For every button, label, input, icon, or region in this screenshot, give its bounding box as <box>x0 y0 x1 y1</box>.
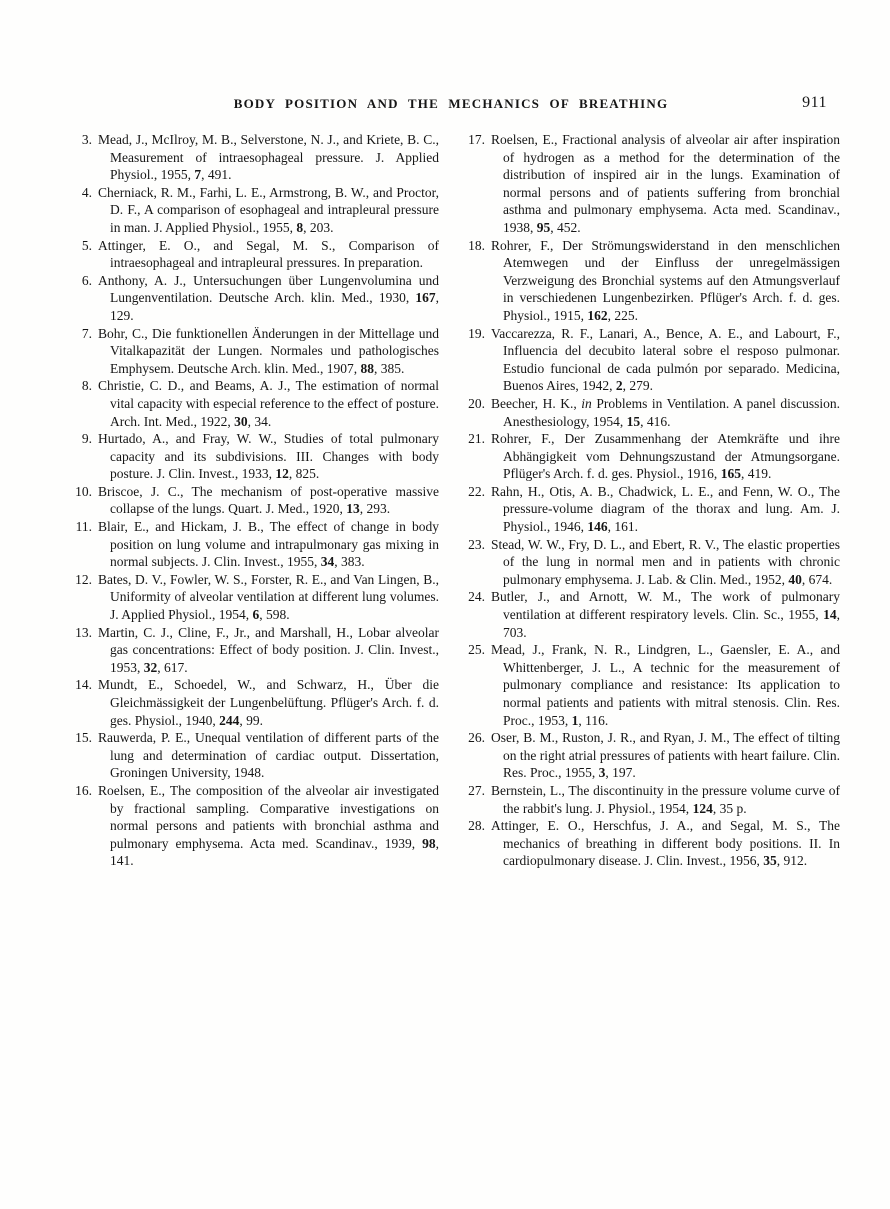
reference-item <box>62 518 439 571</box>
reference-item <box>455 588 840 641</box>
reference-number: 20. <box>468 395 485 411</box>
page-title: BODY POSITION AND THE MECHANICS OF BREATHING <box>233 96 669 111</box>
reference-text: Hurtado, A., and Fray, W. W., Studies of total pulmonary capacity and its subdivisions. III. Changes with body posture. J. Clin. Invest., 1933, 12, 825. <box>98 431 439 482</box>
reference-number: 3. <box>81 132 92 147</box>
reference-text: Mundt, E., Schoedel, W., and Schwarz, H., Über die Gleichmässigkeit der Lungenbelüftung. Pflüger's Arch. f. d. ges. Physiol., 1940, 244, 99. <box>98 677 439 728</box>
reference-text: Bates, D. V., Fowler, W. S., Forster, R. E., and Van Lingen, B., Uniformity of alveolar ventilation at different lung volumes. J. Applied Physiol., 1954, 6, 598. <box>98 571 439 623</box>
reference-text: Rahn, H., Otis, A. B., Chadwick, L. E., and Fenn, W. O., The pressure-volume diagram of the thorax and lung. Am. J. Physiol., 1946, 146, 161. <box>491 483 840 535</box>
reference-number: 21. <box>468 431 485 447</box>
reference-number: 12. <box>75 571 92 587</box>
reference-text: Bernstein, L., The discontinuity in the pressure volume curve of the rabbit's lung. J. Physiol., 1954, 124, 35 p. <box>491 782 840 816</box>
reference-text: Attinger, E. O., and Segal, M. S., Comparison of intraesophageal and intrapleural pressures. In preparation. <box>98 237 439 271</box>
references-section <box>62 131 840 870</box>
reference-number: 5. <box>81 237 92 253</box>
reference-item <box>62 325 439 378</box>
reference-item <box>62 377 439 430</box>
reference-text: Mead, J., Frank, N. R., Lindgren, L., Gaensler, E. A., and Whittenberger, J. L., A technic for the measurement of pulmonary compliance and resistance: Its application to normal patients and patients with mitral stenosis. Clin. Res. Proc., 1953, 1, 116. <box>491 642 840 728</box>
reference-item <box>62 571 439 624</box>
reference-number: 14. <box>75 677 92 693</box>
reference-number: 7. <box>81 325 92 341</box>
reference-number: 6. <box>81 272 92 288</box>
reference-number: 22. <box>468 483 485 499</box>
reference-item <box>62 483 439 518</box>
reference-text: Stead, W. W., Fry, D. L., and Ebert, R. V., The elastic properties of the lung in normal men and in patients with chronic pulmonary emphysema. J. Lab. & Clin. Med., 1952, 40, 674. <box>491 536 840 587</box>
reference-text: Anthony, A. J., Untersuchungen über Lungenvolumina und Lungenventilation. Deutsche Arch. klin. Med., 1930, 167, 129. <box>98 272 439 323</box>
page-number: 911 <box>802 94 827 111</box>
reference-text: Cherniack, R. M., Farhi, L. E., Armstrong, B. W., and Proctor, D. F., A comparison of esophageal and intrapleural pressure in man. J. Applied Physiol., 1955, 8, 203. <box>98 184 439 235</box>
reference-item <box>62 237 439 272</box>
reference-number: 9. <box>81 431 92 447</box>
reference-item <box>455 729 840 782</box>
reference-number: 24. <box>468 589 485 605</box>
reference-text: Rohrer, F., Der Strömungswiderstand in den menschlichen Atemwegen und der Einfluss der unregelmässigen Verzweigung des Bronchial systems auf den Atmungsverlauf in verschiedenen Lungenbezirken. Pflüger's Arch. f. d. ges. Physiol., 1915, 162, 225. <box>491 237 840 323</box>
reference-item <box>62 131 439 184</box>
reference-item <box>455 325 840 395</box>
reference-text: Beecher, H. K., in Problems in Ventilation. A panel discussion. Anesthesiology, 1954, 15, 416. <box>491 395 840 429</box>
reference-text: Bohr, C., Die funktionellen Änderungen in der Mittellage und Vitalkapazität der Lungen. Normales und pathologisches Emphysem. Deutsche Arch. klin. Med., 1907, 88, 385. <box>98 325 439 376</box>
reference-item <box>455 237 840 325</box>
reference-text: Rohrer, F., Der Zusammenhang der Atemkräfte und ihre Abhängigkeit vom Dehnungszustand der Atmungsorgane. Pflüger's Arch. f. d. ges. Physiol., 1916, 165, 419. <box>491 431 840 482</box>
reference-item <box>62 782 439 870</box>
running-header <box>62 96 840 116</box>
reference-item <box>455 395 840 430</box>
reference-text: Christie, C. D., and Beams, A. J., The estimation of normal vital capacity with especial reference to the effect of posture. Arch. Int. Med., 1922, 30, 34. <box>98 378 439 429</box>
reference-number: 18. <box>468 237 485 253</box>
reference-item <box>455 131 840 237</box>
reference-number: 16. <box>75 782 92 798</box>
reference-text: Attinger, E. O., Herschfus, J. A., and Segal, M. S., The mechanics of breathing in different body positions. II. In cardiopulmonary disease. J. Clin. Invest., 1956, 35, 912. <box>491 818 840 869</box>
reference-number: 28. <box>468 818 485 834</box>
reference-item <box>455 536 840 589</box>
reference-number: 13. <box>75 624 92 640</box>
reference-number: 15. <box>75 730 92 746</box>
reference-item <box>62 272 439 325</box>
reference-number: 11. <box>75 519 92 535</box>
reference-item <box>62 676 439 729</box>
reference-text: Vaccarezza, R. F., Lanari, A., Bence, A. E., and Labourt, F., Influencia del decubito lateral sobre el resposo pulmonar. Estudio funcional de cada pulmón por separado. Medicina, Buenos Aires, 1942, 2, 279. <box>491 325 840 394</box>
reference-item <box>455 782 840 817</box>
reference-number: 10. <box>75 483 92 499</box>
reference-text: Blair, E., and Hickam, J. B., The effect of change in body position on lung volume and intrapulmonary gas mixing in normal subjects. J. Clin. Invest., 1955, 34, 383. <box>98 519 439 570</box>
reference-item <box>62 624 439 677</box>
reference-text: Oser, B. M., Ruston, J. R., and Ryan, J. M., The effect of tilting on the right atrial pressures of patients with heart failure. Clin. Res. Proc., 1955, 3, 197. <box>491 730 840 781</box>
reference-text: Briscoe, J. C., The mechanism of post-operative massive collapse of the lungs. Quart. J. Med., 1920, 13, 293. <box>98 483 439 517</box>
references-right-column <box>455 131 840 870</box>
reference-number: 19. <box>468 325 485 341</box>
reference-item <box>455 483 840 536</box>
reference-text: Rauwerda, P. E., Unequal ventilation of different parts of the lung and determination of cardiac output. Dissertation, Groningen University, 1948. <box>98 730 439 781</box>
reference-number: 8. <box>81 378 92 394</box>
reference-item <box>62 430 439 483</box>
references-left-column <box>62 131 439 870</box>
reference-number: 23. <box>468 536 485 552</box>
reference-number: 26. <box>468 730 485 746</box>
reference-item <box>455 430 840 483</box>
reference-number: 27. <box>468 782 485 798</box>
reference-item <box>62 729 439 782</box>
reference-number: 17. <box>468 132 485 147</box>
reference-text: Roelsen, E., The composition of the alveolar air investigated by fractional sampling. Comparative investigations on normal persons and patients with bronchial asthma and pulmonary emphysema. Acta med. Scandinav., 1939, 98, 141. <box>98 782 439 869</box>
reference-item <box>455 641 840 729</box>
reference-text: Martin, C. J., Cline, F., Jr., and Marshall, H., Lobar alveolar gas concentrations: Effect of body position. J. Clin. Invest., 1953, 32, 617. <box>98 624 439 675</box>
reference-text: Mead, J., McIlroy, M. B., Selverstone, N. J., and Kriete, B. C., Measurement of intraesophageal pressure. J. Applied Physiol., 1955, 7, 491. <box>98 132 439 183</box>
reference-item <box>455 817 840 870</box>
reference-text: Butler, J., and Arnott, W. M., The work of pulmonary ventilation at different respiratory levels. Clin. Sc., 1955, 14, 703. <box>491 589 840 640</box>
reference-item <box>62 184 439 237</box>
reference-number: 4. <box>81 184 92 200</box>
reference-number: 25. <box>468 642 485 658</box>
reference-text: Roelsen, E., Fractional analysis of alveolar air after inspiration of hydrogen as a method for the determination of the distribution of inspired air in the lungs. Examination of normal persons and of patients suffering from bronchial asthma and pulmonary emphysema. Acta med. Scandinav., 1938, 95, 452. <box>491 132 840 235</box>
